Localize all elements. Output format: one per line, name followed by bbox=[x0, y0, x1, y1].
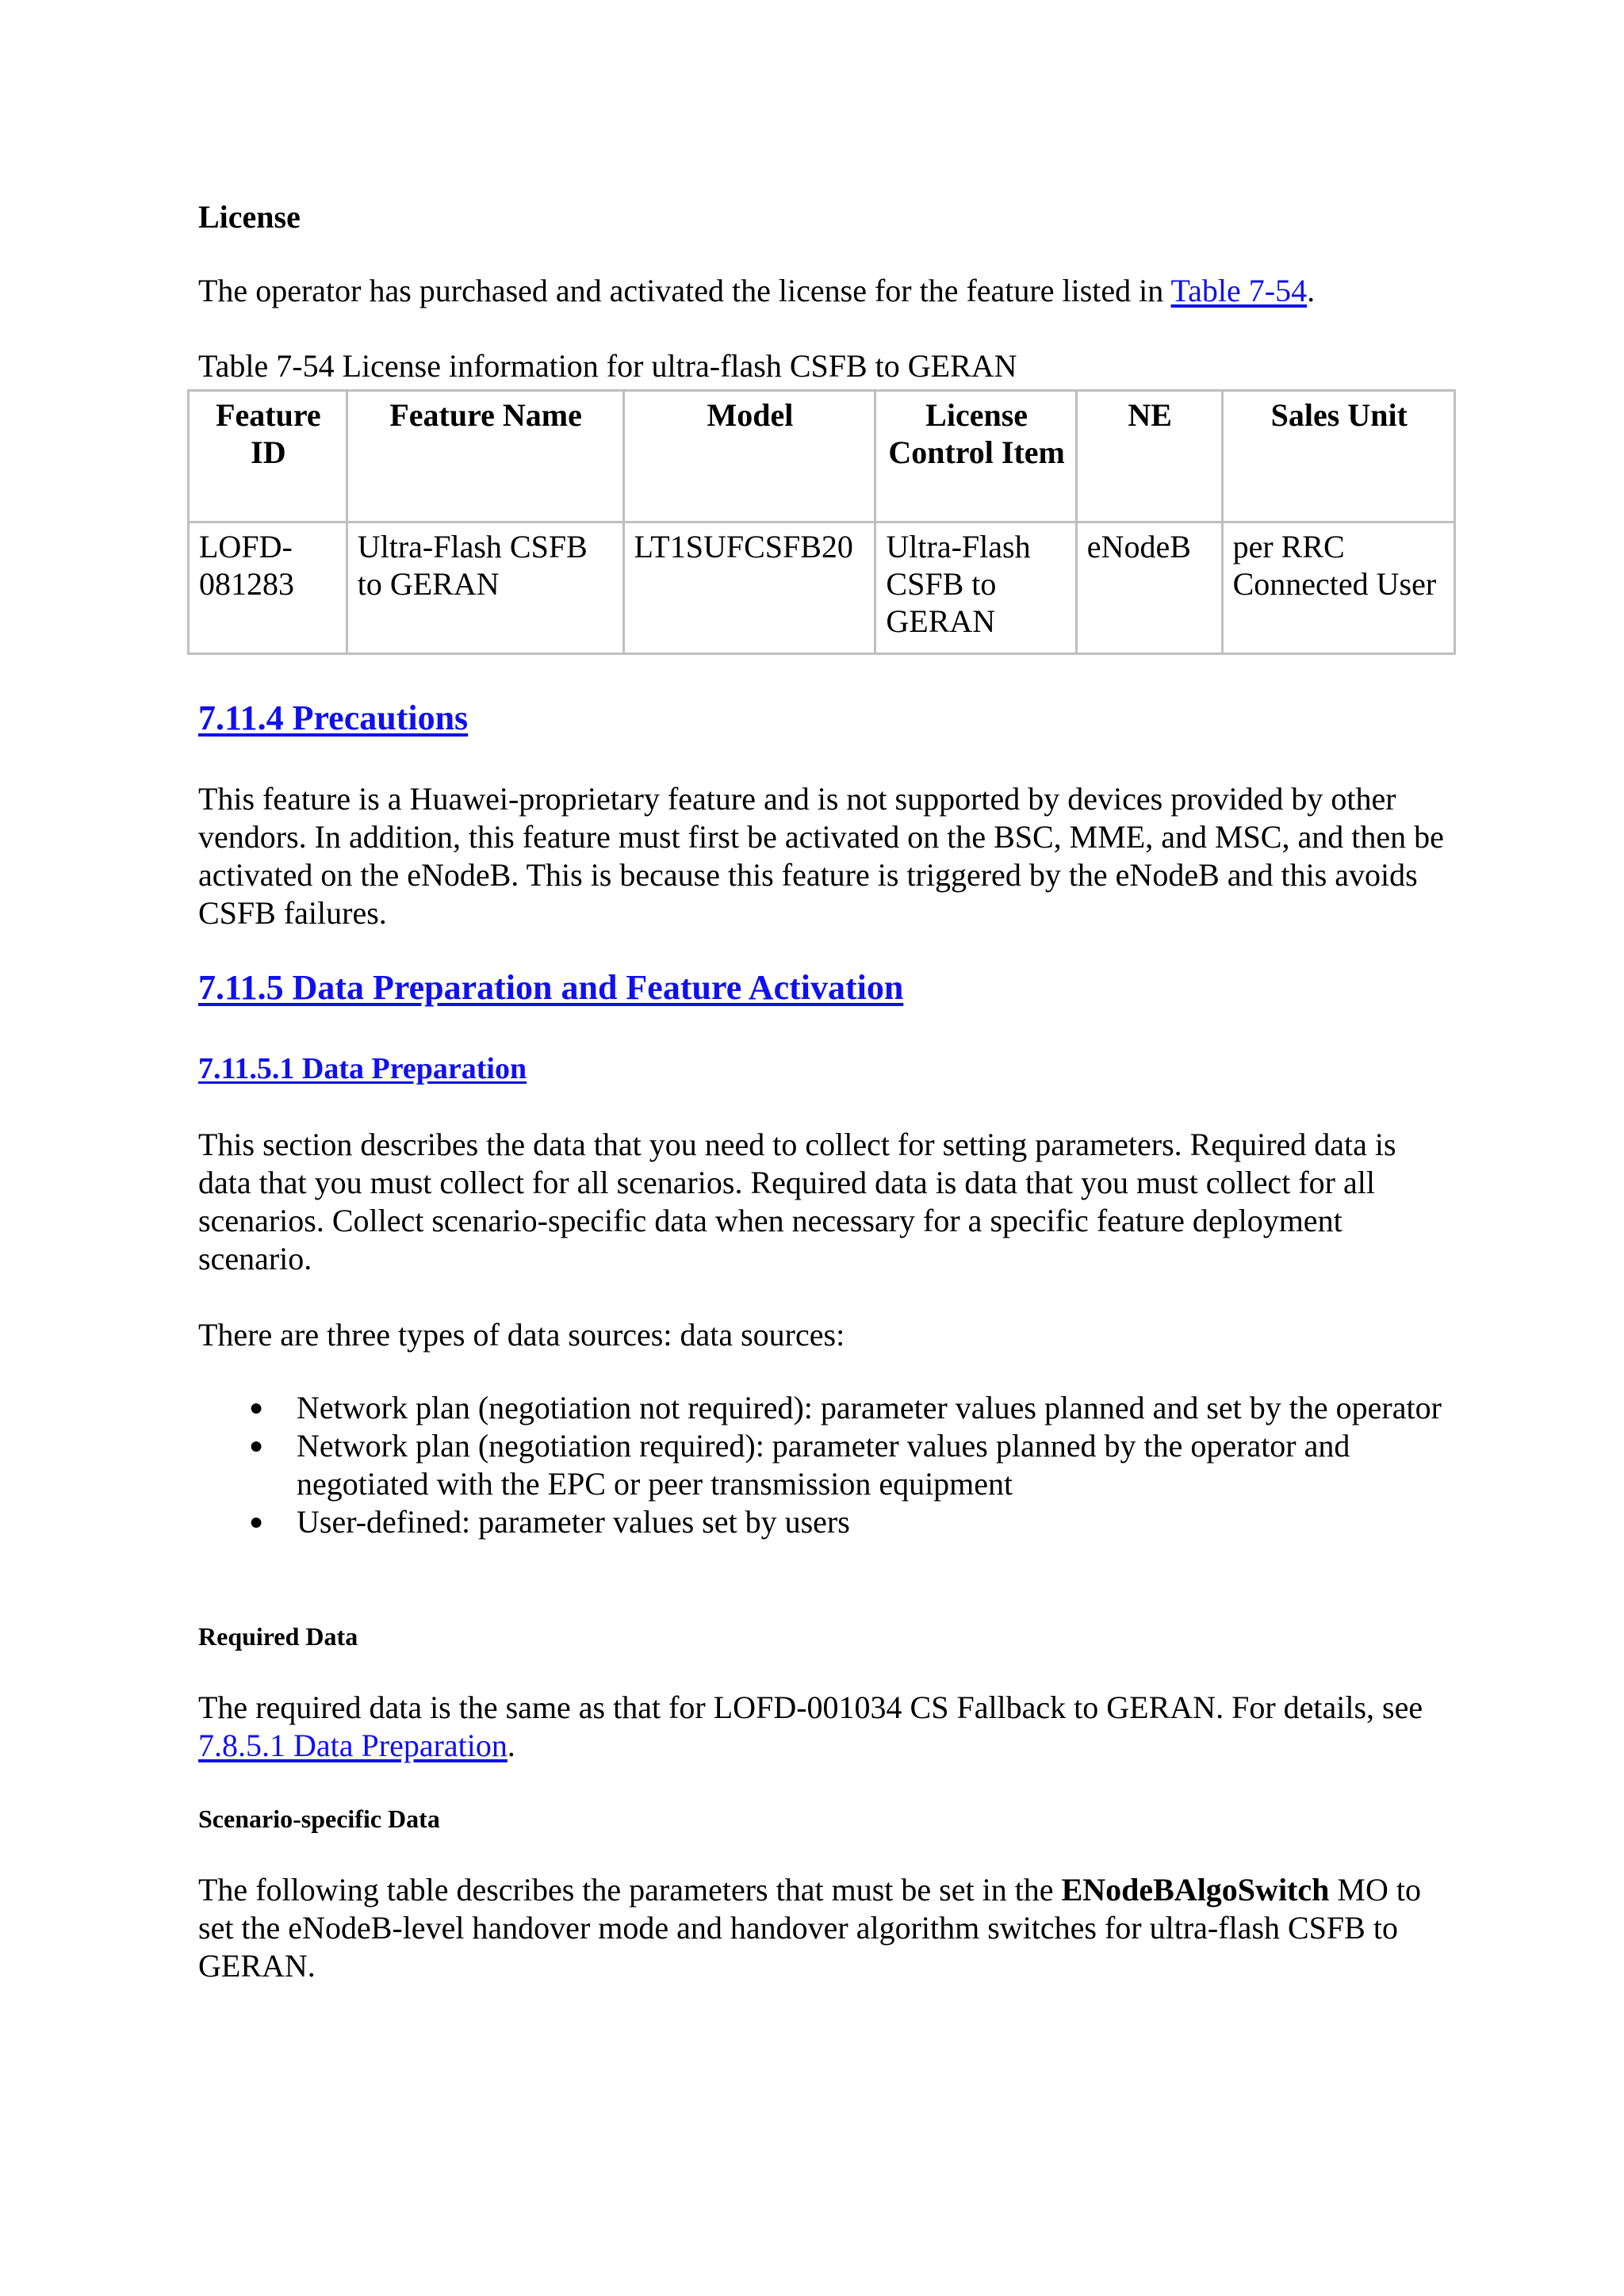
header-ne: NE bbox=[1076, 391, 1222, 522]
scenario-text-before: The following table describes the parameters that must be set in the bbox=[198, 1872, 1062, 1908]
bullet-icon: ● bbox=[249, 1395, 264, 1421]
license-intro-end: . bbox=[1307, 273, 1316, 308]
list-item bbox=[198, 1427, 1451, 1503]
data-sources-list bbox=[198, 1389, 1451, 1541]
required-data-text bbox=[198, 1689, 1451, 1765]
data-prep-heading[interactable]: 7.11.5.1 Data Preparation bbox=[198, 1052, 527, 1085]
header-license-control-item: License Control Item bbox=[875, 391, 1076, 522]
license-intro-text: The operator has purchased and activated the license for the feature listed in bbox=[198, 273, 1171, 308]
table-caption: Table 7-54 License information for ultra-flash CSFB to GERAN bbox=[198, 348, 1017, 384]
list-item-text: Network plan (negotiation required): parameter values planned by the operator and negotiated with the EPC or peer transmission equipment bbox=[297, 1428, 1350, 1502]
license-intro bbox=[198, 272, 1451, 310]
cell-feature-name: Ultra-Flash CSFB to GERAN bbox=[347, 522, 623, 654]
cell-feature-id: LOFD-081283 bbox=[189, 522, 347, 654]
data-prep-link[interactable]: 7.8.5.1 Data Preparation bbox=[198, 1728, 508, 1763]
scenario-data-heading: Scenario-specific Data bbox=[198, 1804, 440, 1833]
header-feature-name: Feature Name bbox=[347, 391, 623, 522]
cell-model: LT1SUFCSFB20 bbox=[623, 522, 875, 654]
scenario-data-text bbox=[198, 1871, 1451, 1985]
header-sales-unit: Sales Unit bbox=[1222, 391, 1454, 522]
required-data-heading: Required Data bbox=[198, 1622, 358, 1651]
precautions-text: This feature is a Huawei-proprietary feature and is not supported by devices provided by other vendors. In addition, this feature must first be activated on the BSC, MME, and MSC, and then be activated on the eNodeB. This is because this feature is triggered by the eNodeB and this avoids CSFB failures. bbox=[198, 781, 1444, 931]
data-prep-text: This section describes the data that you need to collect for setting parameters. Required data is data that you must collect for all scenarios. Required data is data that you must collect for all scenarios. Collect scenario-specific data when necessary for a specific feature deployment scenario. bbox=[198, 1127, 1396, 1276]
header-feature-id: Feature ID bbox=[189, 391, 347, 522]
cell-license-control-item: Ultra-Flash CSFB to GERAN bbox=[875, 522, 1076, 654]
precautions-heading[interactable]: 7.11.4 Precautions bbox=[198, 698, 469, 737]
data-prep-activation-heading[interactable]: 7.11.5 Data Preparation and Feature Activation bbox=[198, 968, 904, 1007]
license-table bbox=[187, 389, 1456, 655]
cell-ne: eNodeB bbox=[1076, 522, 1222, 654]
required-data-body: The required data is the same as that for LOFD-001034 CS Fallback to GERAN. For details, see bbox=[198, 1689, 1423, 1725]
list-item bbox=[198, 1503, 1451, 1541]
list-item bbox=[198, 1389, 1451, 1427]
bullet-icon: ● bbox=[249, 1433, 264, 1459]
license-heading: License bbox=[198, 199, 301, 235]
scenario-text-after: MO to set the eNodeB-level handover mode and handover algorithm switches for ultra-flash CSFB to GERAN. bbox=[198, 1872, 1421, 1984]
table-row bbox=[189, 522, 1455, 654]
table-header-row bbox=[189, 391, 1455, 522]
table-7-54-link[interactable]: Table 7-54 bbox=[1170, 273, 1308, 308]
data-sources-text: There are three types of data sources: data sources: bbox=[198, 1317, 845, 1353]
header-model: Model bbox=[623, 391, 875, 522]
list-item-text: User-defined: parameter values set by users bbox=[297, 1504, 850, 1540]
required-data-end: . bbox=[507, 1728, 515, 1763]
cell-sales-unit: per RRC Connected User bbox=[1222, 522, 1454, 654]
list-item-text: Network plan (negotiation not required): parameter values planned and set by the operator bbox=[297, 1390, 1442, 1425]
enodeb-algo-switch-term: ENodeBAlgoSwitch bbox=[1061, 1872, 1330, 1908]
bullet-icon: ● bbox=[249, 1509, 264, 1535]
